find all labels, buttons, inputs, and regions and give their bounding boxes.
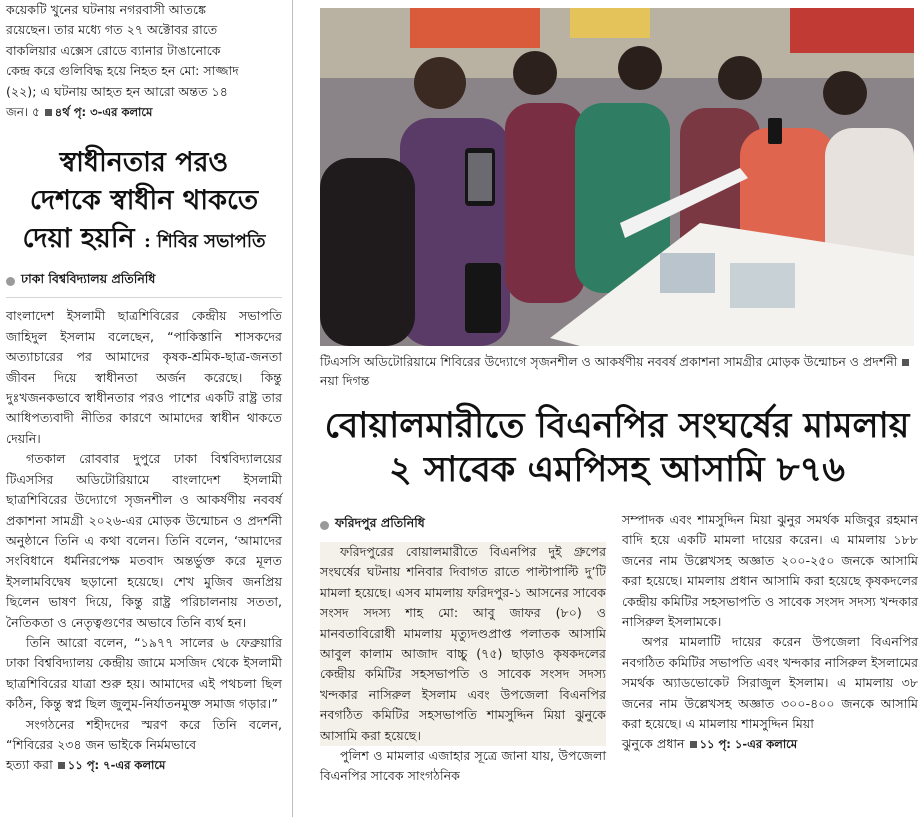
left-column <box>6 0 282 817</box>
paragraph: সম্পাদক এবং শামসুদ্দিন মিয়া ঝুনুর সমর্থক মজিবুর রহমান বাদি হয়ে একটি মামলা দায়ের করেন। এ মামলায় ১৮৮ জনের নাম উল্লেখসহ অজ্ঞাত ২০০-২৫০ জনকে আসামি করা হয়েছে। মামলায় প্রধান আসামি করা হয়েছে কৃষকদলের কেন্দ্রীয় কমিটির সহসভাপতি ও সাবেক সংসদ সদস্য খন্দকার নাসিরুল ইসলামকে। <box>622 512 918 630</box>
paragraph: গতকাল রোববার দুপুরে ঢাকা বিশ্ববিদ্যালয়ের টিএসসির অডিটোরিয়ামে বাংলাদেশ ইসলামী ছাত্রশিবিরের উদ্যোগে সৃজনশীল ও আকর্ষণীয় নববর্ষ প্রকাশনা সামগ্রী ২০২৬-এর মোড়ক উন্মোচন ও প্রদর্শনী অনুষ্ঠানে তিনি এ কথা বলেন। তিনি বলেন, ‘আমাদের সংবিধানে ধর্মনিরপেক্ষ মতবাদ অন্তর্ভুক্ত করে মূলত ইসলামবিদ্বেষ ছড়ানো হয়েছে। শেখ মুজিব জনপ্রিয় ছিলেন ভাষণ দিয়ে, কিন্তু রাষ্ট্র পরিচালনায় সততা, নৈতিকতা ও নেতৃত্বগুণের অভাবে তিনি ব্যর্থ হন। <box>6 451 282 630</box>
byline-text: ঢাকা বিশ্ববিদ্যালয় প্রতিনিধি <box>21 271 156 287</box>
text-line: রয়েছেন। তার মধ্যে গত ২৭ অক্টোবর রাতে <box>6 22 218 38</box>
paragraph: তিনি আরো বলেন, “১৯৭৭ সালের ৬ ফেব্রুয়ারি ঢাকা বিশ্ববিদ্যালয় কেন্দ্রীয় জামে মসজিদ থেকে ইসলামী ছাত্রশিবিরের যাত্রা শুরু হয়। আমাদের এই পথচলা ছিল কঠিন, কিন্তু স্বপ্ন ছিল জুলুম-নির্যাতনমুক্ত সমাজ গড়ার।” <box>6 634 282 712</box>
photo-caption <box>320 352 914 390</box>
continuation-line <box>6 102 282 122</box>
photo-credit: নয়া দিগন্ত <box>320 373 370 388</box>
byline-text: ফরিদপুর প্রতিনিধি <box>335 515 425 530</box>
article-headline <box>6 144 282 261</box>
paragraph: অপর মামলাটি দায়ের করেন উপজেলা বিএনপির নবগঠিত কমিটির সভাপতি এবং খন্দকার নাসিরুল ইসলামের সমর্থক অ্যাডভোকেট সিরাজুল ইসলাম। এ মামলায় ৩৮ জনের নাম উল্লেখসহ অজ্ঞাত ৩০০-৪০০ জনকে আসামি করা হয়েছে। এ মামলায় শামসুদ্দিন মিয়া <box>622 634 918 732</box>
continued-article-top <box>6 0 282 122</box>
square-bullet-icon <box>45 109 52 116</box>
text-line: বাকলিয়ার এক্সেস রোডে ব্যানার টাঙানোকে <box>6 42 221 58</box>
continuation-line <box>6 755 282 775</box>
paragraph: পুলিশ ও মামলার এজাহার সূত্রে জানা যায়, উপজেলা বিএনপির সাবেক সাংগঠনিক <box>320 748 606 784</box>
bullet-dot-icon <box>320 521 329 530</box>
jump-reference-link[interactable]: ৪র্থ পৃ: ৩-এর কলামে <box>54 105 153 120</box>
article-column-1 <box>320 542 606 787</box>
headline-subtitle: : শিবির সভাপতি <box>144 231 266 253</box>
square-bullet-icon <box>690 741 697 748</box>
text-fragment: হত্যা করা <box>6 757 53 773</box>
article-headline <box>316 404 918 492</box>
text-fragment: জন। ৫ <box>6 105 40 120</box>
continuation-line <box>622 734 918 754</box>
paragraph: বাংলাদেশ ইসলামী ছাত্রশিবিরের কেন্দ্রীয় সভাপতি জাহিদুল ইসলাম বলেছেন, “পাকিস্তানি শাসকদের অত্যাচারের পর আমাদের কৃষক-শ্রমিক-ছাত্র-জনতা জীবন দিয়ে স্বাধীনতা অর্জন করেছে। কিন্তু দুঃখজনকভাবে স্বাধীনতার পরও পাশের একটি রাষ্ট্র তার আধিপত্যবাদী নীতির কারণে আমাদের স্বাধীন থাকতে দেয়নি। <box>6 308 282 446</box>
paragraph: ফরিদপুরের বোয়ালমারীতে বিএনপির দুই গ্রুপের সংঘর্ষের ঘটনায় শনিবার দিবাগত রাতে পাল্টাপাল্টি দু’টি মামলা হয়েছে। এসব মামলায় ফরিদপুর-১ আসনের সাবেক সংসদ সদস্য শাহ মো: আবু জাফর (৮০) ও মানবতাবিরোধী মামলায় মৃত্যুদণ্ডপ্রাপ্ত পলাতক আসামি আবুল কালাম আজাদ বাচ্চু (৭৫) ছাড়াও কৃষকদলের কেন্দ্রীয় কমিটির সহসভাপতি ও সাবেক সংসদ সদস্য খন্দকার নাসিরুল ইসলাম এবং উপজেলা বিএনপির নবগঠিত কমিটির সহসভাপতি শামসুদ্দিন মিয়া ঝুনুকে আসামি করা হয়েছে। <box>320 542 606 746</box>
text-line: (২২); এ ঘটনায় আহত হন আরো অন্তত ১৪ <box>6 83 228 99</box>
column-divider <box>292 0 293 817</box>
square-bullet-icon <box>58 762 65 769</box>
text-fragment: ঝুনুকে প্রধান <box>622 736 685 752</box>
caption-text: টিএসসি অডিটোরিয়ামে শিবিরের উদ্যোগে সৃজনশীল ও আকর্ষণীয় নববর্ষ প্রকাশনা সামগ্রীর মোড়ক উন্মোচন ও প্রদর্শনী <box>320 354 898 369</box>
headline-line: স্বাধীনতার পরও <box>59 147 229 179</box>
square-bullet-icon <box>902 359 909 366</box>
paragraph: সংগঠনের শহীদদের স্মরণ করে তিনি বলেন, “শিবিরের ২৩৪ জন ভাইকে নির্মমভাবে <box>6 716 282 752</box>
headline-line <box>6 220 282 261</box>
headline-text: দেয়া হয়নি <box>22 223 135 255</box>
headline-line: বোয়ালমারীতে বিএনপির সংঘর্ষের মামলায় <box>324 405 910 446</box>
news-photo <box>320 8 914 346</box>
photo-illustration <box>320 8 914 346</box>
byline <box>6 271 282 298</box>
headline-line: ২ সাবেক এমপিসহ আসামি ৮৭৬ <box>389 449 845 490</box>
jump-reference-link[interactable]: ১১ পৃ: ৭-এর কলামে <box>67 758 166 773</box>
article-body <box>6 306 282 775</box>
bullet-dot-icon <box>6 277 15 286</box>
text-line: কয়েকটি খুনের ঘটনায় নগরবাসী আতঙ্কে <box>6 2 206 17</box>
jump-reference-link[interactable]: ১১ পৃ: ১-এর কলামে <box>699 737 798 752</box>
headline-line: দেশকে স্বাধীন থাকতে <box>29 185 259 217</box>
article-column-2 <box>622 510 918 755</box>
text-line: কেন্দ্র করে গুলিবিদ্ধ হয়ে নিহত হন মো: সাজ্জাদ <box>6 63 239 79</box>
right-column <box>316 0 918 817</box>
byline <box>320 515 606 535</box>
